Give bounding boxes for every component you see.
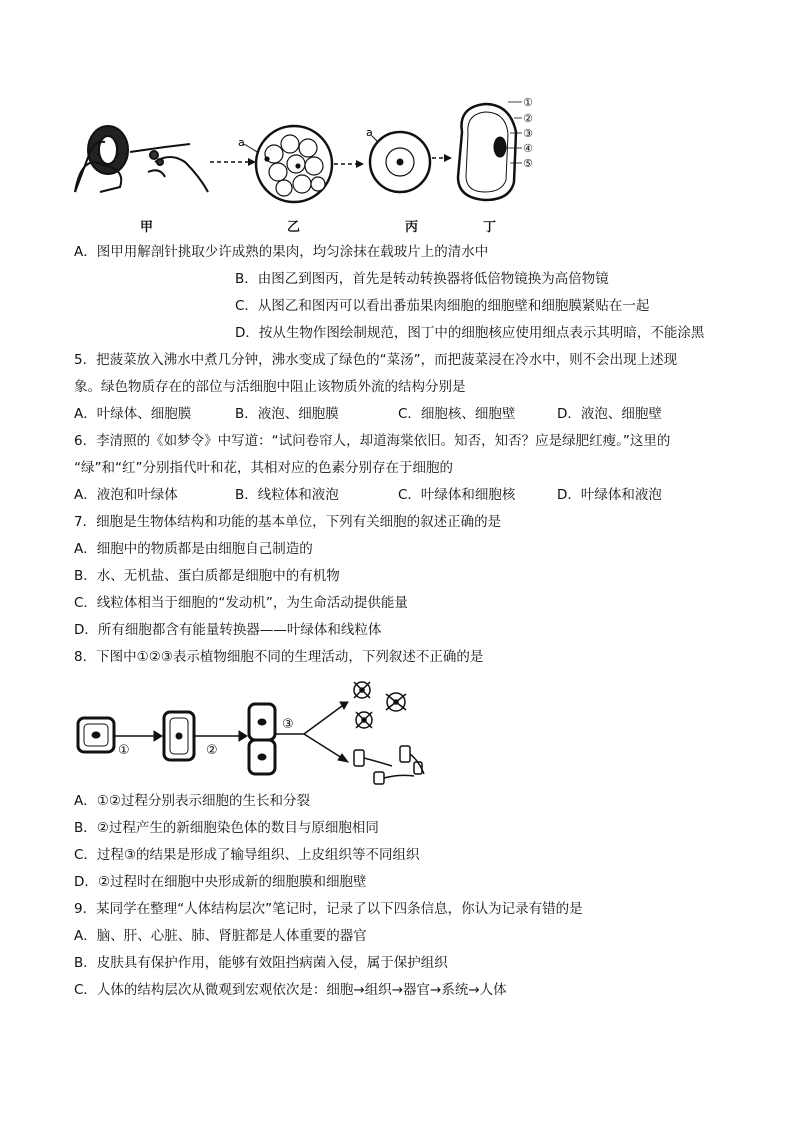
process-2-label: ②: [206, 743, 218, 758]
q7-option-b: B．水、无机盐、蛋白质都是细胞中的有机物: [74, 568, 340, 584]
q6-option-d: D．叶绿体和液泡: [557, 487, 662, 503]
figure1-number-5: ⑤: [523, 157, 533, 170]
q6-stem-line2: “绿”和“红”分别指代叶和花，其相对应的色素分别存在于细胞的: [74, 460, 453, 476]
differentiated-cells-top: [354, 682, 406, 728]
q9-option-b: B．皮肤具有保护作用，能够有效阻挡病菌入侵，属于保护组织: [74, 955, 448, 971]
process-3-label: ③: [282, 717, 294, 732]
q8-option-d: D．②过程时在细胞中央形成新的细胞膜和细胞壁: [74, 874, 367, 890]
marker-a-1: a: [238, 136, 245, 149]
q9-option-a: A．脑、肝、心脏、肺、肾脏都是人体重要的器官: [74, 928, 367, 944]
figure1-number-3: ③: [523, 127, 533, 140]
q6-option-b: B．线粒体和液泡: [235, 487, 339, 503]
q4-option-c: C．从图乙和图丙可以看出番茄果肉细胞的细胞壁和细胞膜紧贴在一起: [235, 298, 650, 314]
q5-option-c: C．细胞核、细胞壁: [398, 406, 516, 422]
q7-stem: 7．细胞是生物体结构和功能的基本单位，下列有关细胞的叙述正确的是: [74, 514, 502, 530]
figure-label-ding: 丁: [483, 220, 497, 235]
differentiated-cells-bottom: [354, 746, 424, 784]
figure-label-jia: 甲: [140, 220, 154, 235]
figure-bing-cell: [370, 132, 430, 192]
q5-stem-line1: 5．把菠菜放入沸水中煮几分钟，沸水变成了绿色的“菜汤”，而把菠菜浸在冷水中，则不会出现上述现: [74, 352, 678, 368]
q9-option-c: C．人体的结构层次从微观到宏观依次是：细胞→组织→器官→系统→人体: [74, 982, 507, 998]
q6-option-a: A．液泡和叶绿体: [74, 487, 178, 503]
q9-stem: 9．某同学在整理“人体结构层次”笔记时，记录了以下四条信息，你认为记录有错的是: [74, 901, 583, 917]
q4-option-d: D．按从生物作图绘制规范，图丁中的细胞核应使用细点表示其明暗，不能涂黑: [235, 325, 705, 341]
figure1-number-4: ④: [523, 142, 533, 155]
q7-option-a: A．细胞中的物质都是由细胞自己制造的: [74, 541, 313, 557]
q6-stem-line1: 6．李清照的《如梦令》中写道：“试问卷帘人，却道海棠依旧。知否，知否？应是绿肥红瘦。”这里的: [74, 433, 671, 449]
q7-option-d: D．所有细胞都含有能量转换器——叶绿体和线粒体: [74, 622, 382, 638]
q5-option-a: A．叶绿体、细胞膜: [74, 406, 192, 422]
q5-option-d: D．液泡、细胞壁: [557, 406, 662, 422]
figure-ding-cell: [458, 102, 522, 200]
q8-option-b: B．②过程产生的新细胞染色体的数目与原细胞相同: [74, 820, 379, 836]
marker-a-2: a: [366, 126, 373, 139]
q6-option-c: C．叶绿体和细胞核: [398, 487, 516, 503]
cell-division-figure: [74, 676, 444, 786]
figure-label-yi: 乙: [287, 220, 301, 235]
q4-option-b: B．由图乙到图丙，首先是转动转换器将低倍物镜换为高倍物镜: [235, 271, 609, 287]
figure-jia-hands: [75, 126, 208, 192]
q8-option-a: A．①②过程分别表示细胞的生长和分裂: [74, 793, 310, 809]
figure1-number-1: ①: [523, 96, 533, 109]
q5-stem-line2: 象。绿色物质存在的部位与活细胞中阻止该物质外流的结构分别是: [74, 379, 466, 395]
q8-option-c: C．过程③的结果是形成了输导组织、上皮组织等不同组织: [74, 847, 420, 863]
figure1-number-2: ②: [523, 112, 533, 125]
figure-label-bing: 丙: [405, 220, 419, 235]
q7-option-c: C．线粒体相当于细胞的“发动机”，为生命活动提供能量: [74, 595, 408, 611]
q8-stem: 8．下图中①②③表示植物细胞不同的生理活动，下列叙述不正确的是: [74, 649, 484, 665]
q5-option-b: B．液泡、细胞膜: [235, 406, 339, 422]
process-1-label: ①: [118, 743, 130, 758]
figure-yi-cells: [256, 126, 332, 202]
q4-option-a: A．图甲用解剖针挑取少许成熟的果肉，均匀涂抹在载玻片上的清水中: [74, 244, 489, 260]
